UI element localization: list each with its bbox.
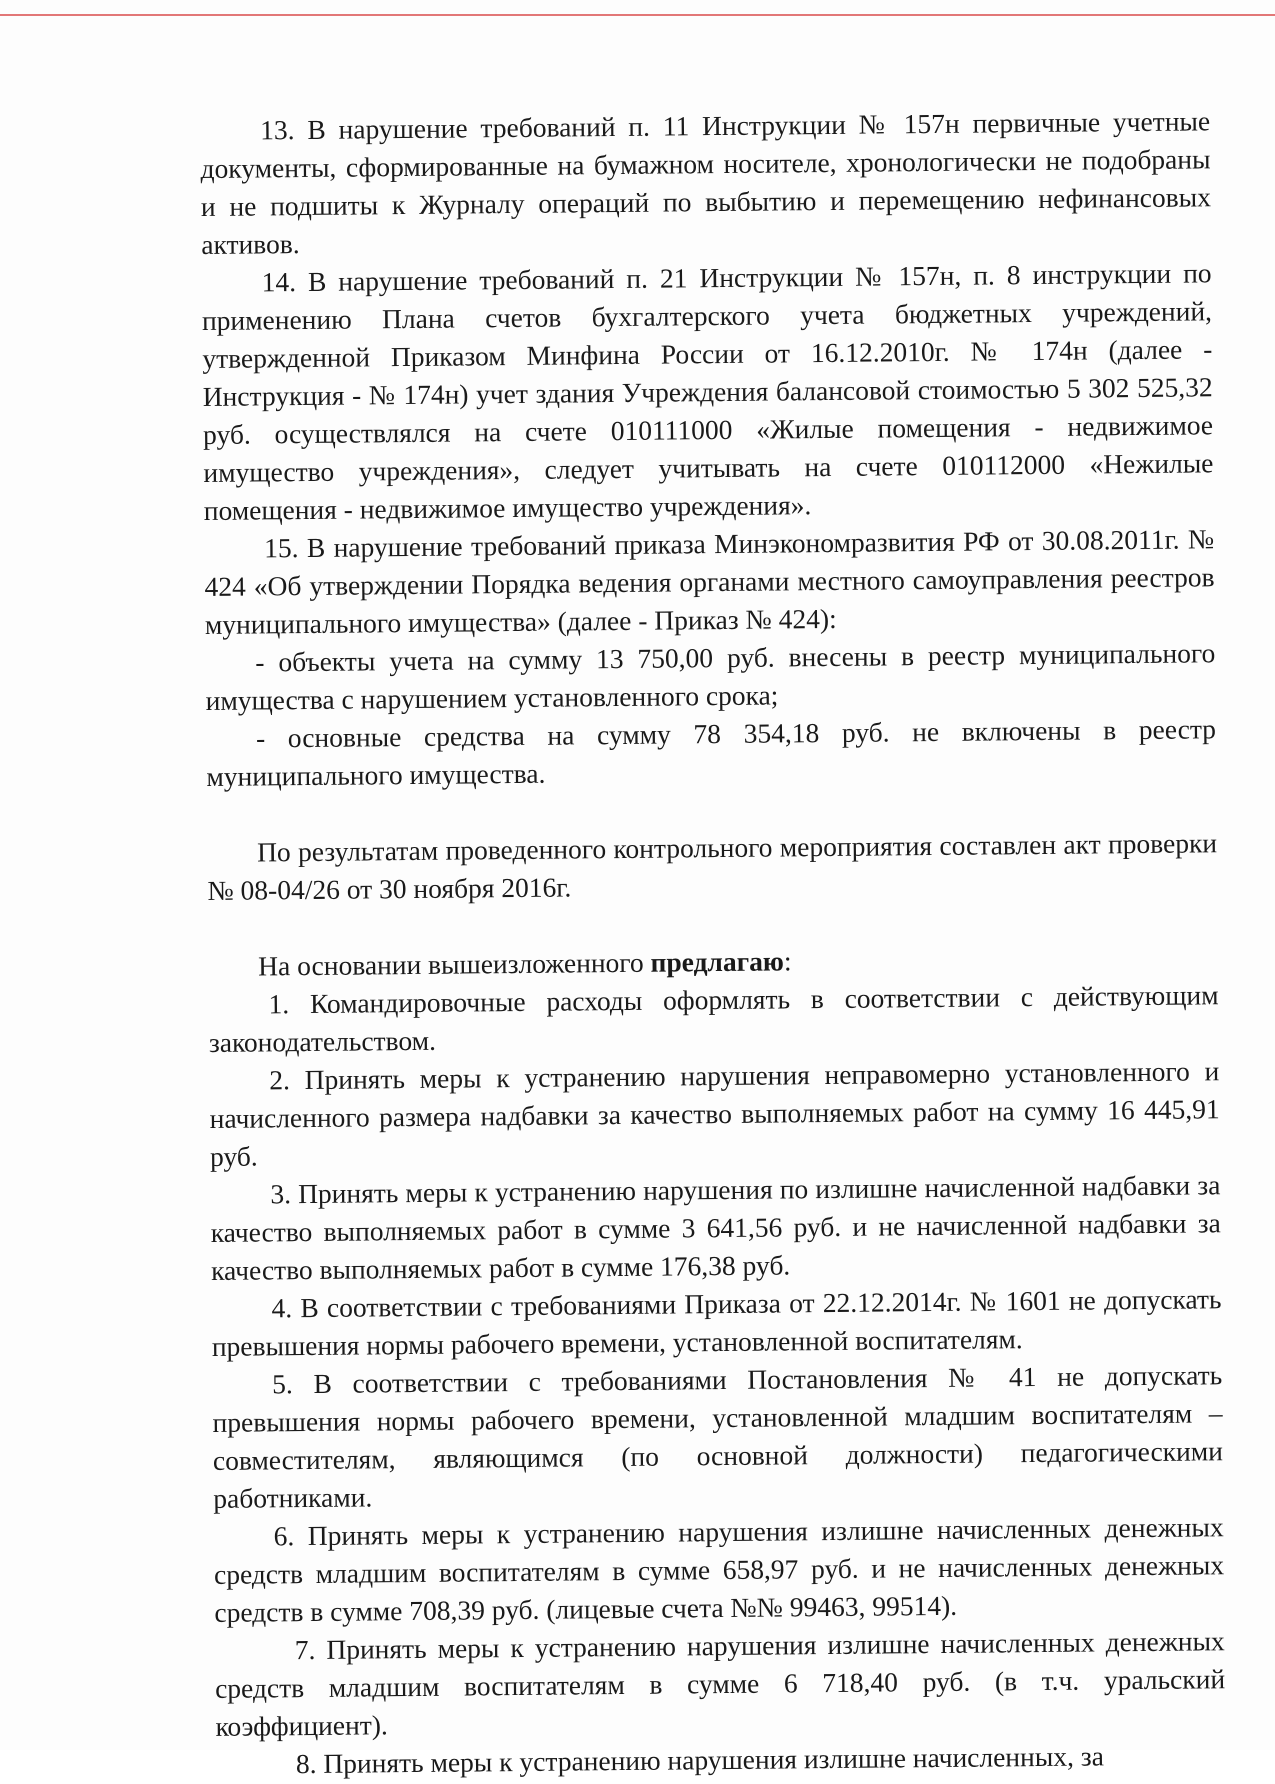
result-paragraph: По результатам проведенного контрольного мероприятия составлен акт проверки № 08-04/26 от 30 ноября 2016г. — [207, 827, 1218, 906]
proposal-item-3: 3. Принять меры к устранению нарушения по излишне начисленной надбавки за качество выполняемых работ в сумме 3 641,56 руб. и не начисленной надбавки за качество выполняемых работ в сумме 176,38 руб. — [210, 1169, 1221, 1286]
proposal-item-5: 5. В соответствии с требованиями Постановления № 41 не допускать превышения нормы рабочего времени, установленной младшим воспитателям – совместителям, являющимся (по основной должности) педагогическими работниками. — [212, 1359, 1224, 1514]
sub-item-not-included: - основные средства на сумму 78 354,18 руб. не включены в реестр муниципального имущества. — [206, 713, 1217, 792]
proposal-item-7: 7. Принять меры к устранению нарушения излишне начисленных денежных средств младшим воспитателям в сумме 6 718,40 руб. (в т.ч. уральский коэффициент). — [214, 1625, 1226, 1742]
violation-item-14: 14. В нарушение требований п. 21 Инструкции № 157н, п. 8 инструкции по применению Плана счетов бухгалтерского учета бюджетных учреждений, утвержденной Приказом Минфина России от 16.12.2010г. № 174н (далее - Инструкция - № 174н) учет здания Учреждения балансовой стоимостью 5 302 525,32 руб. осуществлялся на счете 010111000 «Жилые помещения - недвижимое имущество учреждения», следует учитывать на счете 010112000 «Нежилые помещения - недвижимое имущество учреждения». — [201, 257, 1214, 526]
document-body — [200, 102, 1226, 1784]
page-top-rule — [0, 14, 1275, 16]
proposal-item-4: 4. В соответствии с требованиями Приказа от 22.12.2014г. № 1601 не допускать превышения нормы рабочего времени, установленной воспитателям. — [211, 1283, 1222, 1362]
proposal-item-8: 8. Принять меры к устранению нарушения излишне начисленных, за — [295, 1740, 1104, 1780]
proposal-colon: : — [783, 945, 792, 977]
proposal-item-1: 1. Командировочные расходы оформлять в соответствии с действующим законодательством. — [208, 979, 1219, 1058]
proposal-intro: На основании вышеизложенного — [258, 946, 651, 982]
proposal-keyword: предлагаю — [650, 945, 785, 978]
violation-item-15: 15. В нарушение требований приказа Минэкономразвития РФ от 30.08.2011г. № 424 «Об утверждении Порядка ведения органами местного самоуправления реестров муниципального имущества» (далее - Приказ № 424): — [204, 523, 1215, 640]
sub-item-late-registry: - объекты учета на сумму 13 750,00 руб. внесены в реестр муниципального имущества с нарушением установленного срока; — [205, 637, 1216, 716]
proposal-item-2: 2. Принять меры к устранению нарушения неправомерно установленного и начисленного размера надбавки за качество выполняемых работ на сумму 16 445,91 руб. — [209, 1055, 1220, 1172]
proposal-item-6: 6. Принять меры к устранению нарушения излишне начисленных денежных средств младшим воспитателям в сумме 658,97 руб. и не начисленных денежных средств в сумме 708,39 руб. (лицевые счета №№ 99463, 99514). — [213, 1511, 1225, 1628]
violation-item-13: 13. В нарушение требований п. 11 Инструкции № 157н первичные учетные документы, сформированные на бумажном носителе, хронологически не подобраны и не подшиты к Журналу операций по выбытию и перемещению нефинансовых активов. — [200, 105, 1212, 260]
